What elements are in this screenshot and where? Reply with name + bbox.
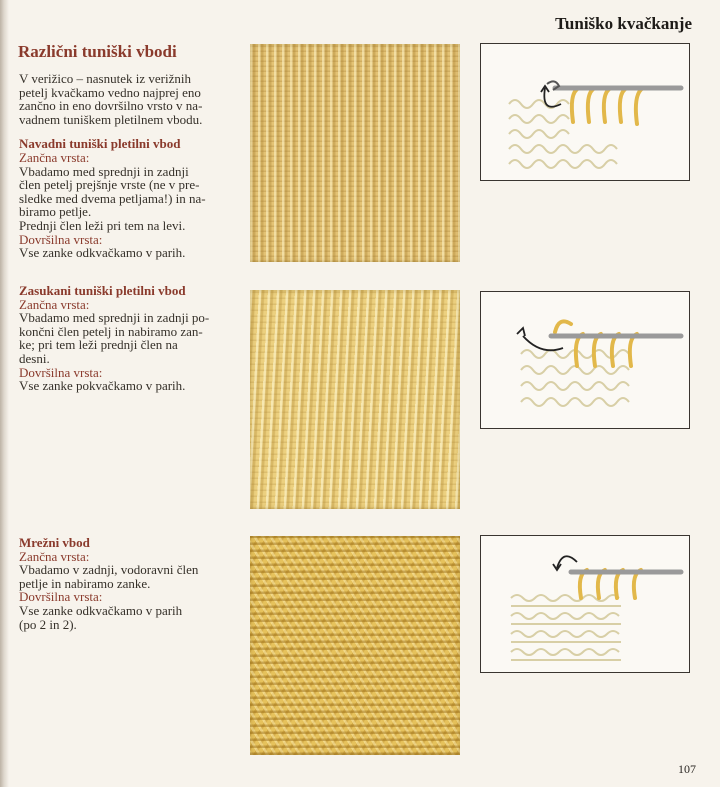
zasukani-stitch-diagram: [480, 291, 690, 429]
zasukani-swatch-photo: [250, 290, 460, 509]
navadni-row1-line: biramo petlje.: [19, 204, 92, 220]
intro-and-section-1-text: [19, 72, 239, 260]
mrezni-row1-label: Zančna vrsta:: [19, 548, 90, 564]
mrezni-row2-line: (po 2 in 2).: [19, 616, 77, 632]
navadni-title: Navadni tuniški pletilni vbod: [19, 136, 181, 152]
zasukani-row1-line: ke; pri tem leži prednji člen na: [19, 337, 178, 353]
zasukani-row1-label: Zančna vrsta:: [19, 296, 90, 312]
navadni-row1-line: Vbadamo med sprednji in zadnji: [19, 163, 189, 179]
mrezni-row2-label: Dovršilna vrsta:: [19, 589, 103, 605]
book-spine-shadow: [0, 0, 9, 787]
hook-and-loops-illustration: [481, 44, 689, 180]
navadni-row1-label: Zančna vrsta:: [19, 149, 90, 165]
section-title: Različni tuniški vbodi: [18, 42, 177, 61]
intro-line: zančno in eno dovršilno vrsto v na-: [19, 98, 203, 114]
hook-and-loops-illustration: [481, 292, 689, 428]
navadni-swatch-photo: [250, 44, 460, 262]
intro-line: V verižico – nasnutek iz verižnih: [19, 71, 191, 86]
navadni-row2-label: Dovršilna vrsta:: [19, 231, 103, 247]
zasukani-row1-line: končni člen petelj in nabiramo zan-: [19, 323, 203, 339]
navadni-stitch-diagram: [480, 43, 690, 181]
intro-line: vadnem tuniškem pletilnem vbodu.: [19, 111, 203, 127]
navadni-row2-line: Vse zanke odkvačkamo v parih.: [19, 245, 186, 261]
section-2-text: [19, 284, 239, 393]
mrezni-row1-line: Vbadamo v zadnji, vodoravni člen: [19, 562, 199, 578]
mrezni-swatch-photo: [250, 536, 460, 755]
intro-line: petelj kvačkamo vedno najprej eno: [19, 84, 201, 100]
page-number: 107: [678, 762, 696, 776]
zasukani-row2-line: Vse zanke pokvačkamo v parih.: [19, 378, 186, 394]
mrezni-row1-line: petlje in nabiramo zanke.: [19, 575, 151, 591]
mrezni-title: Mrežni vbod: [19, 535, 90, 550]
zasukani-row2-label: Dovršilna vrsta:: [19, 364, 103, 380]
zasukani-title: Zasukani tuniški pletilni vbod: [19, 283, 186, 298]
section-3-text: [19, 536, 239, 631]
navadni-row1-line: člen petelj prejšnje vrste (ne v pre-: [19, 177, 200, 193]
mrezni-row2-line: Vse zanke odkvačkamo v parih: [19, 602, 183, 618]
zasukani-row1-line: Vbadamo med sprednji in zadnji po-: [19, 310, 210, 326]
hook-and-loops-illustration: [481, 536, 689, 672]
page-header-title: Tuniško kvačkanje: [555, 14, 692, 33]
mrezni-stitch-diagram: [480, 535, 690, 673]
navadni-row1-line: Prednji člen leži pri tem na levi.: [19, 217, 186, 233]
navadni-row1-line: sledke med dvema petljama!) in na-: [19, 190, 206, 206]
zasukani-row1-line: desni.: [19, 350, 50, 366]
